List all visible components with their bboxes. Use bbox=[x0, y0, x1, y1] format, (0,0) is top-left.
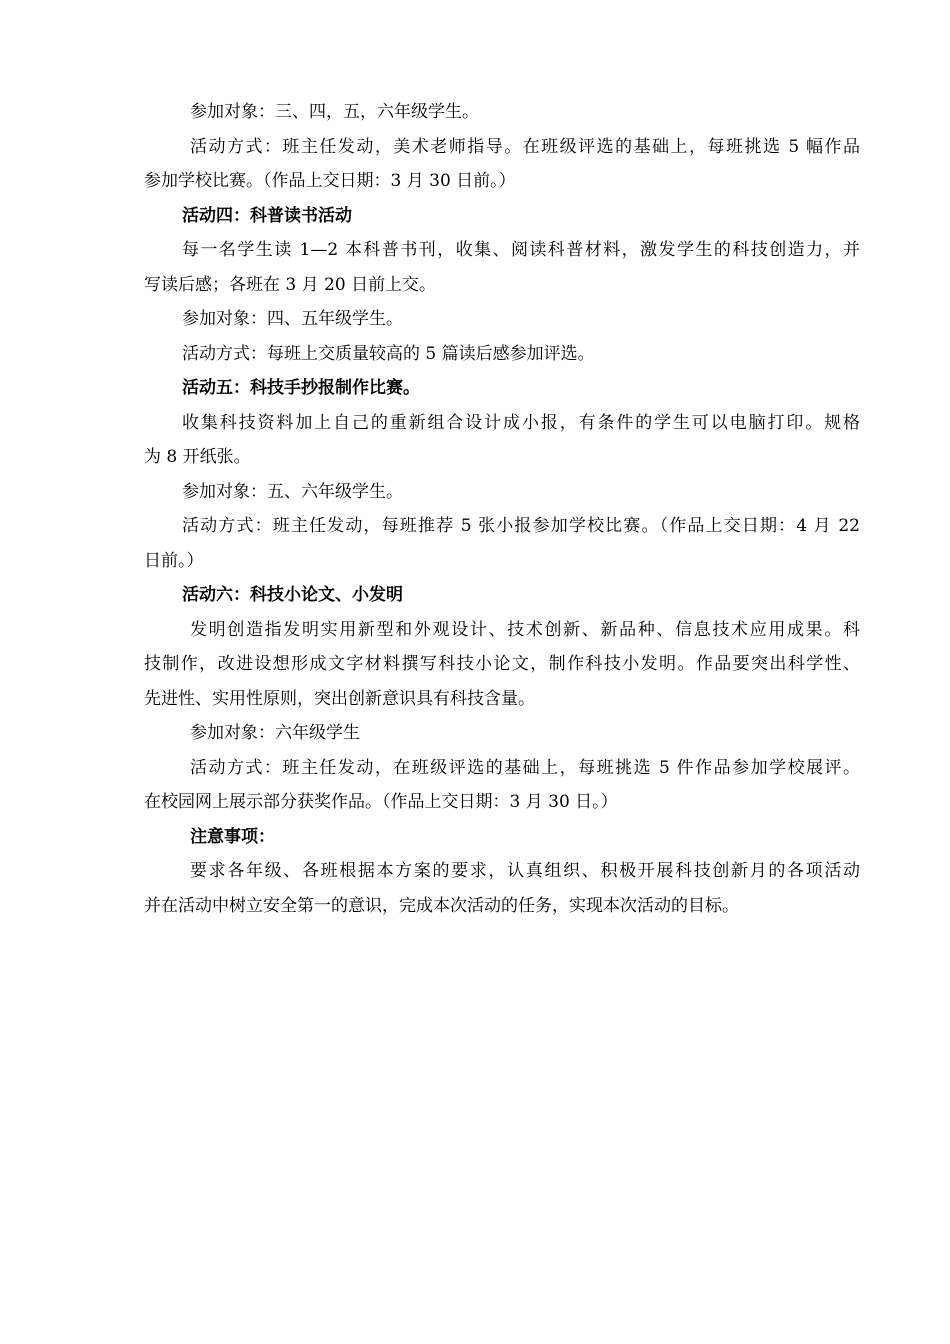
document-body bbox=[144, 95, 860, 923]
method-line-activity-4: 活动方式：每班上交质量较高的 5 篇读后感参加评选。 bbox=[182, 343, 595, 364]
method-line-activity-3: 活动方式：班主任发动，美术老师指导。在班级评选的基础上，每班挑选 5 幅作品 bbox=[190, 136, 860, 157]
heading-notes: 注意事项： bbox=[190, 826, 275, 847]
method-line-activity-5: 活动方式：班主任发动，每班推荐 5 张小报参加学校比赛。（作品上交日期：4 月 22 bbox=[182, 516, 860, 536]
method-line-activity-3-cont: 参加学校比赛。（作品上交日期：3 月 30 日前。） bbox=[144, 171, 516, 191]
paragraph-activity-6-cont-2: 先进性、实用性原则，突出创新意识具有科技含量。 bbox=[144, 688, 535, 709]
paragraph-activity-5: 收集科技资料加上自己的重新组合设计成小报，有条件的学生可以电脑打印。规格 bbox=[182, 412, 860, 433]
paragraph-activity-6-cont-1: 技制作，改进设想形成文字材料撰写科技小论文，制作科技小发明。作品要突出科学性、 bbox=[144, 654, 860, 674]
heading-activity-6: 活动六：科技小论文、小发明 bbox=[182, 585, 403, 605]
paragraph-notes-cont: 并在活动中树立安全第一的意识，完成本次活动的任务，实现本次活动的目标。 bbox=[144, 895, 739, 916]
paragraph-activity-6: 发明创造指发明实用新型和外观设计、技术创新、新品种、信息技术应用成果。科 bbox=[190, 619, 860, 640]
method-line-activity-5-cont: 日前。） bbox=[144, 550, 204, 571]
paragraph-activity-4: 每一名学生读 1—2 本科普书刊，收集、阅读科普材料，激发学生的科技创造力，并 bbox=[182, 240, 860, 260]
participants-line-activity-5: 参加对象：五、六年级学生。 bbox=[182, 481, 403, 502]
method-line-activity-6: 活动方式：班主任发动，在班级评选的基础上，每班挑选 5 件作品参加学校展评。 bbox=[190, 757, 860, 778]
method-line-activity-6-cont: 在校园网上展示部分获奖作品。（作品上交日期：3 月 30 日。） bbox=[144, 792, 618, 812]
participants-line-activity-6: 参加对象：六年级学生 bbox=[190, 723, 360, 743]
heading-activity-5: 活动五：科技手抄报制作比赛。 bbox=[182, 378, 420, 398]
paragraph-activity-5-cont: 为 8 开纸张。 bbox=[144, 447, 251, 467]
paragraph-notes: 要求各年级、各班根据本方案的要求，认真组织、积极开展科技创新月的各项活动 bbox=[190, 861, 860, 881]
paragraph-activity-4-cont: 写读后感；各班在 3 月 20 日前上交。 bbox=[144, 274, 437, 295]
heading-activity-4: 活动四：科普读书活动 bbox=[182, 205, 352, 226]
participants-line-activity-3: 参加对象：三、四，五，六年级学生。 bbox=[190, 102, 479, 122]
participants-line-activity-4: 参加对象：四、五年级学生。 bbox=[182, 309, 403, 329]
